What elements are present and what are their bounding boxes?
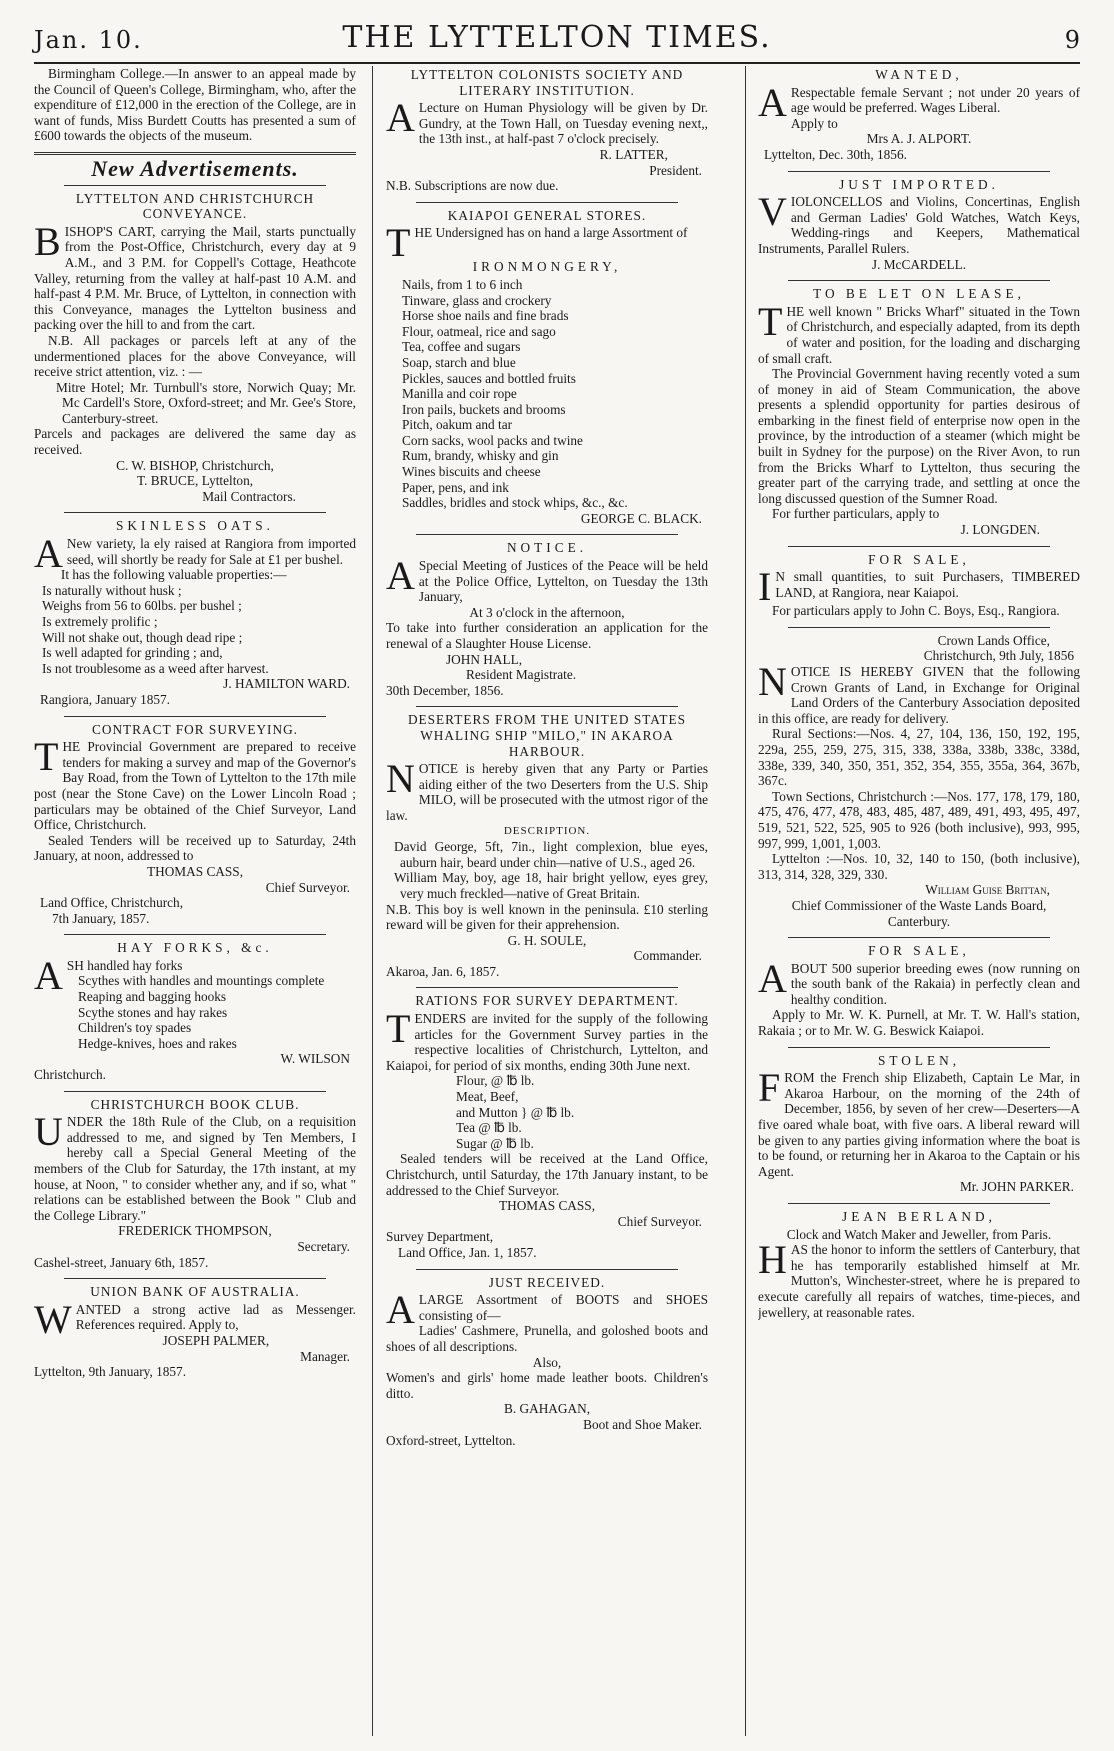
ad-body: Ladies' Cashmere, Prunella, and goloshed boots and shoes of all descriptions. <box>386 1323 708 1354</box>
ad-body: THE Undersigned has on hand a large Assortment of <box>386 220 688 266</box>
divider <box>788 937 1050 938</box>
ad-date: Cashel-street, January 6th, 1857. <box>34 1254 209 1270</box>
list-item: Horse shoe nails and fine brads <box>402 308 569 324</box>
ad-conveyance <box>34 191 356 509</box>
drop-cap: T <box>386 220 411 266</box>
drop-cap: H <box>758 1237 787 1283</box>
ad-title: NOTICE. <box>506 540 588 556</box>
ad-title: FOR SALE, <box>868 551 970 567</box>
ad-date: Land Office, Jan. 1, 1857. <box>398 1244 537 1260</box>
ad-signature: W. WILSON <box>280 1051 350 1067</box>
ad-signature: T. BRUCE, Lyttelton, <box>136 473 254 489</box>
ad-body: ASH handled hay forks <box>34 952 183 998</box>
ad-body: Apply to Mr. W. K. Purnell, at Mr. T. W. Hall's station, Rakaia ; or to Mr. W. G. Beswick Kaiapoi. <box>758 1007 1080 1039</box>
divider <box>416 202 678 203</box>
ad-signature: Mail Contractors. <box>202 488 296 504</box>
ad-body: TENDERS are invited for the supply of the following articles for the Government Survey parties in the respective localities of Christchurch, Lyttelton, and Kaiapoi, for period of six months, ending 30th June next. <box>386 1006 708 1073</box>
ad-date: Lyttelton, Dec. 30th, 1856. <box>764 146 907 162</box>
ad-notice-justices <box>386 540 708 702</box>
ad-list <box>402 277 708 511</box>
list-item: Iron pails, buckets and brooms <box>402 401 566 417</box>
list-item: Nails, from 1 to 6 inch <box>402 276 523 292</box>
ad-body: William May, boy, age 18, hair bright yellow, eyes grey, very much freckled—native of Great Britain. <box>394 870 708 901</box>
ad-body: Women's and girls' home made leather boots. Children's ditto. <box>386 1370 708 1401</box>
divider <box>64 185 326 186</box>
ad-signature: J. HAMILTON WARD. <box>223 676 350 692</box>
ad-body: VIOLONCELLOS and Violins, Concertinas, English and German Ladies' Gold Watches, Watch Keys, Wedding-rings and Keepers, Mathematical Instruments, Parallel Rulers. <box>758 189 1080 256</box>
ad-lease <box>758 286 1080 542</box>
list-item: Pickles, sauces and bottled fruits <box>402 370 576 386</box>
drop-cap: T <box>386 1006 411 1052</box>
ad-place: Crown Lands Office, <box>937 632 1050 648</box>
divider <box>64 1278 326 1279</box>
divider <box>64 934 326 935</box>
ad-signature: GEORGE C. BLACK. <box>580 510 702 526</box>
drop-cap: B <box>34 218 61 264</box>
ad-body: The Provincial Government having recently voted a sum of money in aid of Steam Communication, the above presents a splendid opportunity for parties desirous of embarking in the finest field of enterprise now open in the province, by the introduction of a steamer (which might be built in Sydney for the purpose) on the River Avon, to run from the Bricks Wharf to Lyttelton, thus securing the greater part of the carrying trade, and settling at once the long discussed question of the Sumner Road. <box>758 366 1080 506</box>
ad-body: For further particulars, apply to <box>772 506 940 522</box>
ad-signature: Chief Surveyor. <box>265 879 350 895</box>
divider <box>788 280 1050 281</box>
ad-signature: Chief Commissioner of the Waste Lands Board, <box>791 897 1047 913</box>
ad-signature: President. <box>649 162 702 178</box>
divider <box>34 152 356 155</box>
ad-date: 7th January, 1857. <box>52 910 150 926</box>
ad-body: A New variety, la ely raised at Rangiora from imported seed, will shortly be ready for Sale at £1 per bushel. <box>34 531 356 577</box>
list-item: Scythe stones and hay rakes <box>78 1004 228 1020</box>
ad-body: N.B. This boy is well known in the peninsula. £10 sterling reward will be given for their apprehension. <box>386 901 708 933</box>
ad-subtitle: Clock and Watch Maker and Jeweller, from Paris. <box>786 1226 1052 1242</box>
ad-rations <box>386 993 708 1264</box>
article-birmingham <box>34 66 356 148</box>
list-item: Wines biscuits and cheese <box>402 464 541 480</box>
newspaper-title: THE LYTTELTON TIMES. <box>342 20 772 55</box>
list-item: Meat, Beef, <box>456 1089 519 1105</box>
divider <box>416 534 678 535</box>
ad-date: Lyttelton, 9th January, 1857. <box>34 1364 187 1380</box>
ad-body: Town Sections, Christchurch :—Nos. 177, 178, 179, 180, 475, 476, 477, 478, 483, 485, 487, 489, 491, 493, 495, 497, 519, 521, 522, 525, 905 to 926 (both inclusive), 993, 995, 997, 999, 1,001, 1,003. <box>758 788 1080 851</box>
list-item: Corn sacks, wool packs and twine <box>402 432 583 448</box>
ad-signature: JOSEPH PALMER, <box>162 1332 270 1348</box>
ad-body: BISHOP'S CART, carrying the Mail, starts punctually from the Post-Office, Christchurch, every day at 9 A.M., and 3 P.M. for Coppell's Cottage, Heathcote Valley, returning from the valley at half-past 10 A.M. and half-past 4 P.M. Mr. Bruce, of Lyttelton, in connection with this Conveyance, manages the Lyttelton business and packing over the hill to and from the cart. <box>34 218 356 333</box>
ad-signature: J. LONGDEN. <box>960 522 1040 538</box>
ad-body: To take into further consideration an application for the renewal of a Slaughter House License. <box>386 620 708 651</box>
ad-signature: R. LATTER, <box>599 146 668 162</box>
list-item: Hedge-knives, hoes and rakes <box>78 1035 237 1051</box>
ad-subtitle: IRONMONGERY, <box>472 259 622 275</box>
ad-just-received <box>386 1275 708 1453</box>
list-item: Manilla and coir rope <box>402 386 517 402</box>
ad-body: David George, 5ft, 7in., light complexion, blue eyes, auburn hair, beard under chin—native of U.S., aged 26. <box>394 839 708 870</box>
ad-body: A Special Meeting of Justices of the Peace will be held at the Police Office, Lyttelton, on Tuesday the 13th January, <box>386 553 708 605</box>
section-heading: New Advertisements. <box>91 155 299 181</box>
list-item: Paper, pens, and ink <box>402 479 509 495</box>
ad-body: THE Provincial Government are prepared to receive tenders for making a survey and map of the Governor's Bay Road, from the Town of Lyttelton to the 17th mile post (near the Stone Cave) on the Lower Lincoln Road ; particulars may be obtained of the Chief Surveyor, Land Office, Christchurch. <box>34 734 356 833</box>
drop-cap: N <box>386 756 415 802</box>
list-item: Rum, brandy, whisky and gin <box>402 448 559 464</box>
ad-body: Also, <box>532 1354 562 1370</box>
drop-cap: V <box>758 189 787 235</box>
ad-signature: FREDERICK THOMPSON, <box>118 1223 272 1239</box>
ad-book-club <box>34 1097 356 1275</box>
masthead-rule <box>34 62 1080 64</box>
list-item: Pitch, oakum and tar <box>402 417 513 433</box>
page-number: 9 <box>1064 26 1080 54</box>
list-item: Soap, starch and blue <box>402 354 516 370</box>
divider <box>788 546 1050 547</box>
list-item: Scythes with handles and mountings complete <box>78 973 325 989</box>
ad-list <box>34 567 356 676</box>
list-item: Flour, oatmeal, rice and sago <box>402 323 556 339</box>
divider <box>788 171 1050 172</box>
ad-signature: Mr. JOHN PARKER. <box>959 1179 1074 1195</box>
ad-title: TO BE LET ON LEASE, <box>813 286 1025 302</box>
list-item: Is not troublesome as a weed after harvest. <box>42 660 269 676</box>
ad-body: NOTICE is hereby given that any Party or Parties aiding either of the two Deserters from the U.S. Ship MILO, will be prosecuted with the utmost rigor of the law. <box>386 756 708 823</box>
ad-signature: Canterbury. <box>887 913 951 929</box>
ad-signature: G. H. SOULE, <box>507 932 587 948</box>
ad-date: Rangiora, January 1857. <box>40 691 170 707</box>
list-item: Tea, coffee and sugars <box>402 339 521 355</box>
ad-body: ABOUT 500 superior breeding ewes (now running on the south bank of the Rakaia) in perfectly clean and healthy condition. <box>758 955 1080 1007</box>
ad-title: LYTTELTON AND CHRISTCHURCH CONVEYANCE. <box>75 190 315 222</box>
ad-body: For particulars apply to John C. Boys, Esq., Rangiora. <box>772 603 1060 619</box>
list-item: and Mutton } @ ℔ lb. <box>456 1104 575 1120</box>
drop-cap: F <box>758 1065 781 1111</box>
ad-date: Land Office, Christchurch, <box>40 895 184 911</box>
drop-cap: A <box>386 553 415 599</box>
divider <box>64 716 326 717</box>
list-item: Weighs from 56 to 60lbs. per bushel ; <box>42 598 242 614</box>
ad-union-bank <box>34 1284 356 1384</box>
drop-cap: I <box>758 564 772 610</box>
ad-surveying <box>34 722 356 931</box>
drop-cap: N <box>758 659 787 704</box>
column-rule <box>372 66 373 1736</box>
ad-date: Survey Department, <box>386 1229 494 1245</box>
ad-body: Parcels and packages are delivered the same day as received. <box>34 426 356 458</box>
list-item: Saddles, bridles and stock whips, &c., &c. <box>402 495 628 511</box>
ad-title: FOR SALE, <box>868 943 970 959</box>
list-item: Will not shake out, though dead ripe ; <box>42 629 243 645</box>
ad-title: UNION BANK OF AUSTRALIA. <box>90 1284 300 1300</box>
ad-body: THE well known " Bricks Wharf" situated in the Town of Christchurch, and especially adapted, from its depth of water and position, for the loading and discharging of small craft. <box>758 298 1080 366</box>
drop-cap: T <box>758 298 783 344</box>
drop-cap: A <box>34 952 63 998</box>
divider <box>788 627 1050 628</box>
ad-signature: JOHN HALL, <box>446 651 523 667</box>
list-item: Reaping and bagging hooks <box>78 989 227 1005</box>
ad-title: RATIONS FOR SURVEY DEPARTMENT. <box>415 993 679 1009</box>
ad-signature: Chief Surveyor. <box>617 1213 702 1229</box>
ad-signature: THOMAS CASS, <box>498 1198 596 1214</box>
divider <box>416 987 678 988</box>
ad-signature: Manager. <box>300 1348 350 1364</box>
drop-cap: A <box>758 955 787 1001</box>
list-item: Flour, @ ℔ lb. <box>456 1073 535 1089</box>
ad-title: WANTED, <box>875 67 963 82</box>
ad-title: CHRISTCHURCH BOOK CLUB. <box>90 1096 300 1112</box>
ad-jean-berland <box>758 1209 1080 1324</box>
ad-crown-lands <box>758 633 1080 933</box>
ad-skinless-oats <box>34 518 356 711</box>
ad-deserters <box>386 712 708 983</box>
ad-title: KAIAPOI GENERAL STORES. <box>447 207 647 223</box>
drop-cap: W <box>34 1296 72 1342</box>
ad-title: SKINLESS OATS. <box>116 518 274 534</box>
drop-cap: T <box>34 734 59 780</box>
ad-for-sale-ewes <box>758 943 1080 1043</box>
list-item: Tea @ ℔ lb. <box>456 1120 522 1136</box>
ad-hay-forks <box>34 940 356 1086</box>
ad-place: Christchurch. <box>34 1067 107 1083</box>
ad-body: UNDER the 18th Rule of the Club, on a requisition addressed to me, and signed by Ten Members, I hereby call a Special General Meeting of the members of the Club for Saturday, the 17th instant, at my house, at Noon, " to consider whether any, and if so, what " relations can be established between the Book " Club and the College Library." <box>34 1109 356 1223</box>
column-1 <box>34 66 356 1736</box>
divider <box>416 1269 678 1270</box>
ad-body: HAS the honor to inform the settlers of Canterbury, that he has temporarily established himself at Mr. Mutton's, Winchester-street, where he is prepared to execute carefully all repairs of watches, time-pieces, and jewellery, at reasonable rates. <box>758 1237 1080 1320</box>
ad-date: 30th December, 1856. <box>386 682 504 698</box>
ad-signature: William Guise Brittan, <box>925 882 1050 898</box>
ad-for-sale-land <box>758 552 1080 623</box>
ad-body: WANTED a strong active lad as Messenger. References required. Apply to, <box>34 1296 356 1342</box>
ad-body: A Lecture on Human Physiology will be given by Dr. Gundry, at the Town Hall, on Tuesday evening next,, the 13th inst., at half-past 7 o'clock precisely. <box>386 95 708 147</box>
ad-subtitle: DESCRIPTION. <box>503 824 591 837</box>
divider <box>64 1091 326 1092</box>
ad-body: At 3 o'clock in the afternoon, <box>469 604 625 620</box>
ad-body: Sealed tenders will be received at the Land Office, Christchurch, until Saturday, the 17th January instant, to be addressed to the Chief Surveyor. <box>386 1151 708 1198</box>
drop-cap: A <box>386 1287 415 1333</box>
divider <box>788 1203 1050 1204</box>
list-item: Is naturally without husk ; <box>42 582 182 598</box>
ad-signature: Boot and Shoe Maker. <box>583 1416 702 1432</box>
ad-signature: Resident Magistrate. <box>466 667 577 683</box>
list-item: Tinware, glass and crockery <box>402 292 552 308</box>
ad-body: NOTICE IS HEREBY GIVEN that the following Crown Grants of Land, in Exchange for Original Land Orders of the Canterbury Association deposited in this office, are ready for delivery. <box>758 659 1080 726</box>
ad-body: Apply to <box>790 115 838 131</box>
column-rule <box>745 66 746 1736</box>
ad-signature: Mrs A. J. ALPORT. <box>866 131 972 147</box>
drop-cap: A <box>34 531 63 577</box>
ad-title: LYTTELTON COLONISTS SOCIETY AND LITERARY INSTITUTION. <box>410 67 684 98</box>
ad-place: Oxford-street, Lyttelton. <box>386 1432 516 1448</box>
drop-cap: U <box>34 1109 63 1155</box>
ad-stolen <box>758 1053 1080 1199</box>
ad-title: STOLEN, <box>877 1052 961 1068</box>
divider <box>64 512 326 513</box>
ad-body: ALARGE Assortment of BOOTS and SHOES consisting of— <box>386 1287 708 1333</box>
list-item: Sugar @ ℔ lb. <box>456 1135 534 1151</box>
ad-signature: B. GAHAGAN, <box>503 1401 591 1417</box>
ad-body: FROM the French ship Elizabeth, Captain Le Mar, in Akaroa Harbour, on the morning of the 24th of December, 1856, by seven of her crew—Deserters—A five oared whale boat, with five oars. A liberal reward will be given to any parties giving information where the boat is to be found, or returning her in Akaroa to the Captain or his Agent. <box>758 1065 1080 1179</box>
ad-title: JEAN BERLAND, <box>842 1209 996 1224</box>
column-2 <box>386 66 708 1736</box>
ad-body: N.B. All packages or parcels left at any of the undermentioned places for the above Conveyance, will receive strict attention, viz. : — <box>34 332 356 380</box>
ad-title: DESERTERS FROM THE UNITED STATES WHALING SHIP "MILO," IN AKAROA HARBOUR. <box>407 712 687 759</box>
column-3 <box>758 66 1080 1736</box>
divider <box>416 706 678 707</box>
list-item: Children's toy spades <box>78 1020 192 1036</box>
list-item: It has the following valuable properties:— <box>60 567 287 583</box>
ad-title: JUST IMPORTED. <box>839 176 999 192</box>
ad-signature: Secretary. <box>297 1238 350 1254</box>
ad-date: Akaroa, Jan. 6, 1857. <box>386 963 500 979</box>
ad-body: A Respectable female Servant ; not under 20 years of age would be preferred. Wages Liberal. <box>758 79 1080 125</box>
ad-signature: Commander. <box>633 948 702 964</box>
masthead <box>34 20 1080 60</box>
ad-signature: C. W. BISHOP, Christchurch, <box>116 457 274 473</box>
ad-kaiapoi-stores <box>386 208 708 531</box>
list-item: Is well adapted for grinding ; and, <box>42 645 223 661</box>
ad-note: N.B. Subscriptions are now due. <box>386 178 559 194</box>
ad-signature: THOMAS CASS, <box>146 863 244 879</box>
list-item: Is extremely prolific ; <box>42 614 158 629</box>
ad-list <box>70 973 356 1051</box>
ad-list <box>456 1073 708 1151</box>
ad-title: JUST RECEIVED. <box>488 1274 606 1290</box>
ad-signature: J. McCARDELL. <box>871 256 967 272</box>
ad-title: CONTRACT FOR SURVEYING. <box>91 721 299 737</box>
drop-cap: A <box>758 79 787 125</box>
ad-date: Christchurch, 9th July, 1856 <box>923 648 1074 664</box>
issue-date: Jan. 10. <box>34 26 143 54</box>
ad-body: Lyttelton :—Nos. 10, 32, 140 to 150, (both inclusive), 313, 314, 328, 329, 330. <box>758 851 1080 882</box>
ad-body: Rural Sections:—Nos. 4, 27, 104, 136, 150, 192, 195, 229a, 255, 259, 275, 315, 338, 338a, 338b, 338c, 338d, 338e, 339, 340, 350, 351, 352, 354, 355, 355a, 364, 367b, 367c. <box>758 726 1080 789</box>
ad-colonists-society <box>386 67 708 198</box>
drop-cap: A <box>386 95 415 141</box>
ad-title: HAY FORKS, &c. <box>117 940 273 956</box>
ad-just-imported <box>758 177 1080 277</box>
divider <box>788 1047 1050 1048</box>
ad-body: Mitre Hotel; Mr. Turnbull's store, Norwich Quay; Mr. Mc Cardell's Store, Oxford-street; and Mr. Gee's Store, Canterbury-street. <box>56 379 356 426</box>
article-text: Birmingham College.—In answer to an appeal made by the Council of Queen's College, Birmingham, who, after the expenditure of £12,000 in the erection of the College, are in want of funds, Miss Burdett Coutts has presented a sum of £600 towards the objects of the museum. <box>34 66 356 144</box>
ad-body: I N small quantities, to suit Purchasers, TIMBERED LAND, at Rangiora, near Kaiapoi. <box>758 564 1080 610</box>
ad-body: Sealed Tenders will be received up to Saturday, 24th January, at noon, addressed to <box>34 832 356 864</box>
ad-wanted <box>758 67 1080 167</box>
